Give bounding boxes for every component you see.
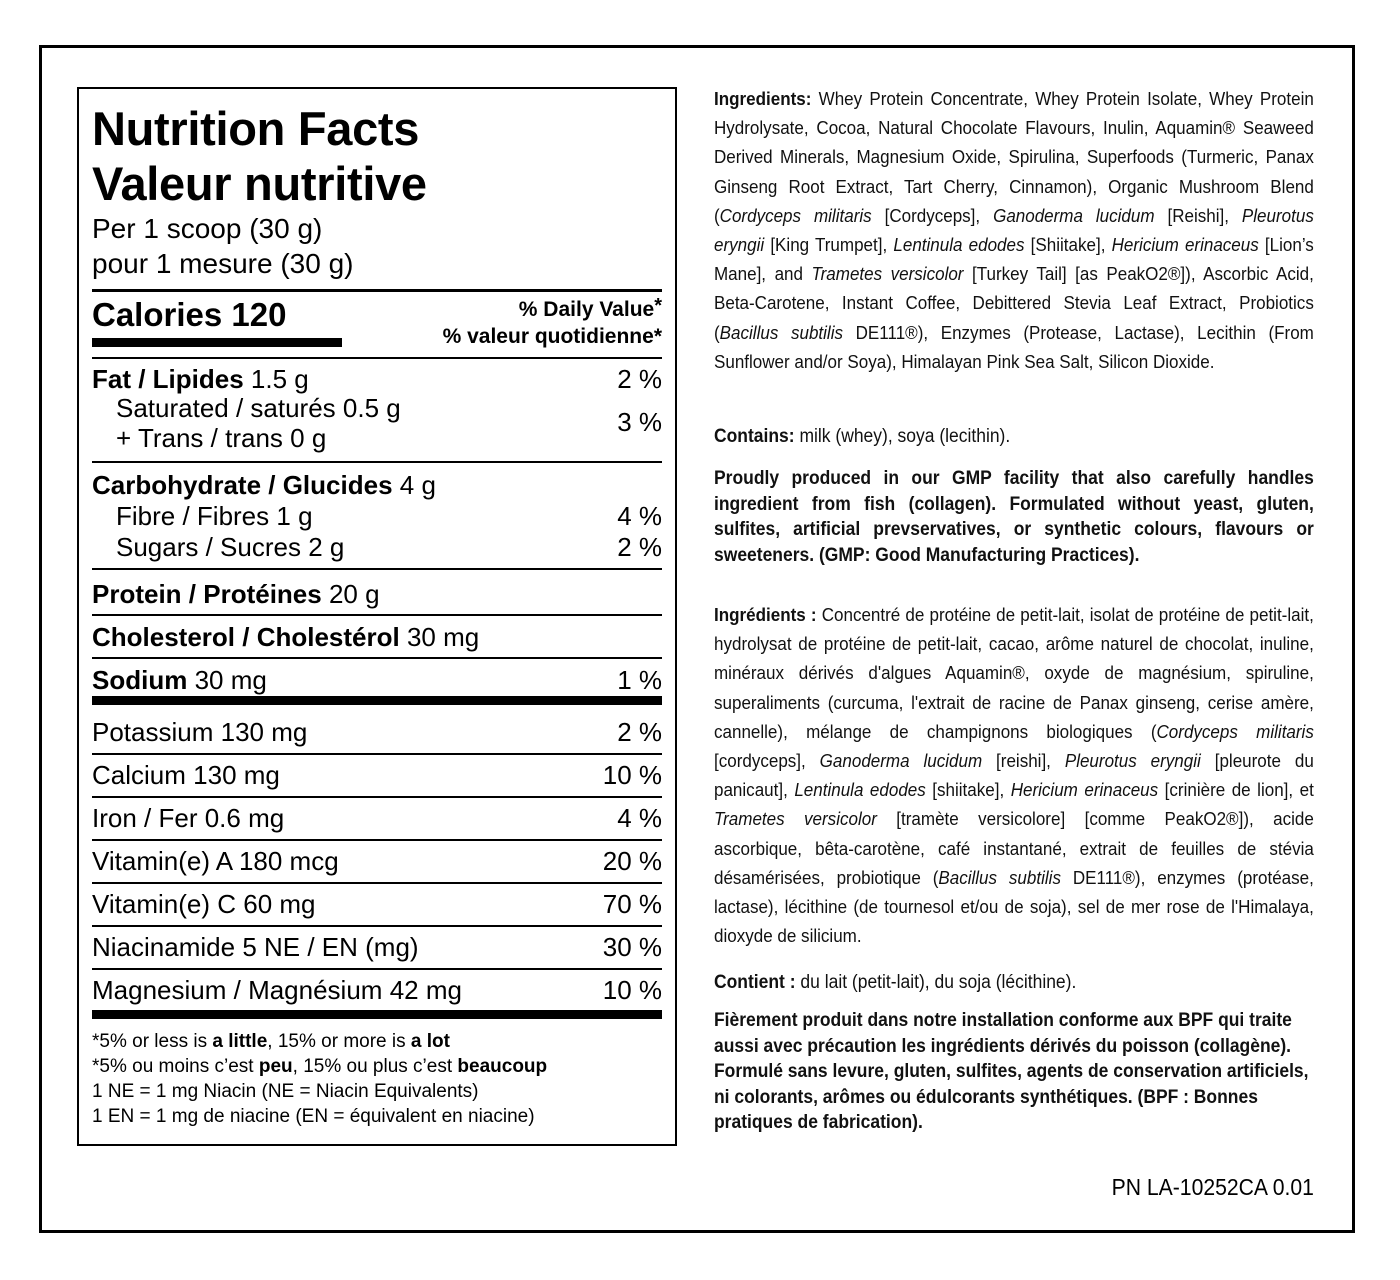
divider [92, 614, 662, 616]
divider [92, 796, 662, 798]
calcium-row [92, 760, 280, 790]
fibre-dv: 4 % [617, 501, 662, 531]
ingredients-fr: Ingrédients : Concentré de protéine de petit-lait, isolat de protéine de petit-lait, hydrolysat de protéine de petit-lait, cacao, arôme naturel de chocolat, inuline, minéraux dérivés d'algues Aquamin®, oxyde de magnésium, spiruline, superaliments (curcuma, l'extrait de racine de Panax ginseng, cerise amère, cannelle), mélange de champignons biologiques (Cordyceps militaris [cordyceps], Ganoderma lucidum [reishi], Pleurotus eryngii [pleurote du panicaut], Lentinula edodes [shiitake], Hericium erinaceus [crinière de lion], et Trametes versicolor [tramète versicolore] [comme PeakO2®]), acide ascorbique, bêta-carotène, café instantané, extrait de feuilles de stévia désamérisées, probiotique (Bacillus subtilis DE111®), enzymes (protéase, lactase), lécithine (de tournesol et/ou de soja), sel de mer rose de l'Himalaya, dioxyde de silicium. [714, 604, 1314, 947]
carbohydrate-amount: 4 g [399, 470, 436, 500]
magnesium-amount: 42 mg [389, 975, 462, 1005]
fat-dv: 2 % [617, 364, 662, 394]
vitamin-a-label: Vitamin(e) A [92, 846, 232, 876]
thick-divider [92, 696, 662, 705]
daily-value-header: % Daily Value* % valeur quotidienne* [442, 295, 662, 348]
produced-fr-bold: Fièrement produit [714, 1010, 863, 1031]
serving-size-en: Per 1 scoop (30 g) [92, 213, 323, 244]
thick-divider [92, 1010, 662, 1019]
dv-header-en: % Daily Value [518, 298, 655, 321]
divider [92, 461, 662, 463]
magnesium-dv: 10 % [602, 975, 662, 1005]
iron-row [92, 803, 284, 833]
protein-label: Protein / Protéines [92, 579, 322, 609]
divider [92, 968, 662, 970]
saturated-row [116, 393, 401, 423]
fat-row [92, 364, 309, 394]
vitamin-c-amount: 60 mg [243, 889, 316, 919]
protein-row [92, 579, 380, 609]
niacinamide-dv: 30 % [602, 932, 662, 962]
vitamin-a-amount: 180 mcg [238, 846, 339, 876]
sat-trans-dv: 3 % [617, 407, 662, 437]
ingredients-fr-label: Ingrédients : [714, 604, 817, 625]
sugars-label: Sugars / Sucres [116, 532, 301, 562]
trans-amount: 0 g [290, 423, 327, 453]
cholesterol-label: Cholesterol / Cholestérol [92, 622, 400, 652]
produced-en: Proudly produced in our GMP facility that also carefully handles ingredient from fish (collagen). Formulated without yeast, gluten, sulfites, artificial prevservatives, or synthetic colours, flavours or sweeteners. (GMP: Good Manufacturing Practices). [714, 468, 1314, 566]
fibre-label: Fibre / Fibres [116, 501, 270, 531]
niacinamide-amount: 5 NE / EN (mg) [242, 932, 419, 962]
potassium-row [92, 717, 307, 747]
fibre-amount: 1 g [276, 501, 313, 531]
trans-label: + Trans / trans [116, 423, 283, 453]
ingredients-en: Ingredients: Whey Protein Concentrate, Whey Protein Isolate, Whey Protein Hydrolysate, Cocoa, Natural Chocolate Flavours, Inulin, Aquamin® Seaweed Derived Minerals, Magnesium Oxide, Spirulina, Superfoods (Turmeric, Panax Ginseng Root Extract, Tart Cherry, Cinnamon), Organic Mushroom Blend (Cordyceps militaris [Cordyceps], Ganoderma lucidum [Reishi], Pleurotus eryngii [King Trumpet], Lentinula edodes [Shiitake], Hericium erinaceus [Lion’s Mane], and Trametes versicolor [Turkey Tail] [as PeakO2®]), Ascorbic Acid, Beta-Carotene, Instant Coffee, Debittered Stevia Leaf Extract, Probiotics (Bacillus subtilis DE111®), Enzymes (Protease, Lactase), Lecithin (From Sunflower and/or Soya), Himalayan Pink Sea Salt, Silicon Dioxide. [714, 88, 1314, 372]
contains-en: Contains: milk (whey), soya (lecithin). [714, 426, 1011, 447]
potassium-dv: 2 % [617, 717, 662, 747]
protein-amount: 20 g [328, 579, 380, 609]
contains-en-label: Contains: [714, 426, 795, 447]
contains-fr-label: Contient : [714, 972, 796, 993]
cholesterol-row [92, 622, 479, 652]
footnote-ne: 1 NE = 1 mg Niacin (NE = Niacin Equivalents) [92, 1081, 479, 1102]
footnote-en-niacin: 1 EN = 1 mg de niacine (EN = équivalent en niacine) [92, 1106, 535, 1127]
calories-bar [92, 338, 342, 347]
serving-size-fr: pour 1 mesure (30 g) [92, 248, 354, 279]
iron-dv: 4 % [617, 803, 662, 833]
sugars-dv: 2 % [617, 532, 662, 562]
sugars-row [116, 532, 344, 562]
magnesium-row [92, 975, 462, 1005]
magnesium-label: Magnesium / Magnésium [92, 975, 383, 1005]
vitamin-a-dv: 20 % [602, 846, 662, 876]
produced-en-bold: Proudly produced [714, 468, 872, 489]
vitamin-c-dv: 70 % [602, 889, 662, 919]
vitamin-c-row [92, 889, 316, 919]
fibre-row [116, 501, 313, 531]
calcium-amount: 130 mg [193, 760, 280, 790]
calcium-label: Calcium [92, 760, 186, 790]
ingredients-en-label: Ingredients: [714, 88, 812, 109]
niacinamide-row [92, 932, 419, 962]
saturated-label: Saturated / saturés [116, 393, 336, 423]
iron-amount: 0.6 mg [204, 803, 285, 833]
sodium-amount: 30 mg [194, 665, 267, 695]
calories-value: 120 [231, 296, 287, 333]
niacinamide-label: Niacinamide [92, 932, 236, 962]
divider [92, 289, 662, 292]
sodium-dv: 1 % [617, 665, 662, 695]
nutrition-title-en: Nutrition Facts [92, 102, 420, 155]
nutrition-facts-table [77, 87, 677, 1146]
part-number: PN LA-10252CA 0.01 [1111, 1174, 1314, 1200]
saturated-amount: 0.5 g [342, 393, 401, 423]
sugars-amount: 2 g [308, 532, 345, 562]
calories-line [92, 295, 286, 335]
fat-amount: 1.5 g [250, 364, 309, 394]
sodium-label: Sodium [92, 665, 188, 695]
produced-fr: Fièrement produit dans notre installation conforme aux BPF qui traite aussi avec précaution les ingrédients dérivés du poisson (collagène). Formulé sans levure, gluten, sulfites, agents de conservation artificiels, ni colorants, arômes ou édulcorants synthétiques. (BPF : Bonnes pratiques de fabrication). [714, 1010, 1309, 1133]
trans-row [116, 423, 326, 453]
divider [92, 753, 662, 755]
vitamin-c-label: Vitamin(e) C [92, 889, 237, 919]
divider [92, 568, 662, 570]
sodium-row [92, 665, 267, 695]
dv-asterisk: * [654, 295, 662, 317]
fat-label: Fat / Lipides [92, 364, 244, 394]
divider [92, 839, 662, 841]
divider [92, 357, 662, 359]
divider [92, 925, 662, 927]
carbohydrate-label: Carbohydrate / Glucides [92, 470, 393, 500]
divider [92, 882, 662, 884]
potassium-amount: 130 mg [220, 717, 308, 747]
footnote-en: *5% or less is a little, 15% or more is a lot [92, 1031, 450, 1052]
potassium-label: Potassium [92, 717, 214, 747]
divider [92, 657, 662, 659]
nutrition-title-fr: Valeur nutritive [92, 157, 427, 210]
footnote-fr: *5% ou moins c’est peu, 15% ou plus c’est beaucoup [92, 1056, 548, 1077]
dv-header-fr: % valeur quotidienne [442, 325, 654, 348]
carbohydrate-row [92, 470, 436, 500]
iron-label: Iron / Fer [92, 803, 198, 833]
calcium-dv: 10 % [602, 760, 662, 790]
vitamin-a-row [92, 846, 339, 876]
calories-label: Calories [92, 296, 223, 333]
cholesterol-amount: 30 mg [406, 622, 480, 652]
contains-fr: Contient : du lait (petit-lait), du soja (lécithine). [714, 972, 1077, 993]
